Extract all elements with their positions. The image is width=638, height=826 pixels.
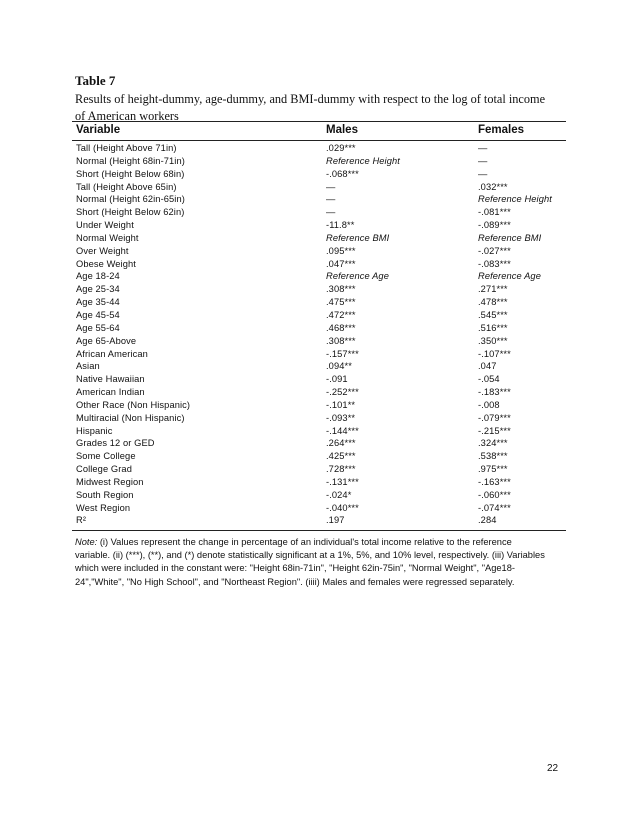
table-row — [72, 348, 566, 361]
cell-males: -11.8** — [326, 220, 355, 231]
cell-females: -.107*** — [478, 348, 511, 359]
cell-females: .047 — [478, 361, 497, 372]
cell-males: .475*** — [326, 297, 356, 308]
cell-males: .047*** — [326, 258, 356, 269]
cell-females: -.183*** — [478, 387, 511, 398]
table-row — [72, 168, 566, 181]
cell-males: -.093** — [326, 412, 356, 423]
cell-males: .029*** — [326, 143, 356, 153]
cell-females: -.089*** — [478, 220, 511, 231]
cell-variable: R² — [76, 515, 87, 526]
cell-males: .264*** — [326, 438, 356, 449]
table-body — [72, 142, 566, 527]
table-row — [72, 425, 566, 438]
table-row — [72, 437, 566, 450]
cell-females: — — [478, 168, 488, 179]
cell-females: .516*** — [478, 322, 508, 333]
cell-variable: American Indian — [76, 387, 145, 398]
cell-males: Reference BMI — [326, 232, 390, 243]
cell-variable: West Region — [76, 502, 131, 513]
cell-females: .975*** — [478, 464, 508, 475]
cell-variable: Age 65-Above — [76, 335, 137, 346]
table-row — [72, 360, 566, 373]
table-row — [72, 489, 566, 502]
header-females: Females — [478, 124, 525, 136]
cell-variable: Short (Height Below 68in) — [76, 168, 185, 179]
cell-males: -.101** — [326, 399, 356, 410]
table-row — [72, 155, 566, 168]
cell-females: -.027*** — [478, 245, 511, 256]
cell-variable: Some College — [76, 451, 136, 462]
cell-females: .284 — [478, 515, 497, 526]
cell-males: .095*** — [326, 245, 356, 256]
cell-females: .478*** — [478, 297, 508, 308]
cell-females: -.163*** — [478, 476, 511, 487]
cell-variable: Asian — [76, 361, 100, 372]
header-males: Males — [326, 124, 358, 136]
cell-males: — — [326, 194, 336, 205]
cell-variable: Age 55-64 — [76, 322, 120, 333]
table-title: Table 7 — [75, 73, 116, 88]
cell-females: .545*** — [478, 309, 508, 320]
cell-variable: Age 25-34 — [76, 284, 120, 295]
cell-variable: Over Weight — [76, 245, 129, 256]
table-row — [72, 258, 566, 271]
note-text: (i) Values represent the change in percentage of an individual's total income relative to the reference variable. (ii) (***), (**), and (*) denote statistically significant at a 1%, 5%, and 10% level, respectively. (iii) Variables which were included in the constant were: "Height 68in-71in", "Height 62in-75in", "Normal Weight", "Age18-24","White", "No High School", and "Northeast Region". (iiii) Males and females were regressed separately. — [75, 537, 545, 587]
cell-females: .032*** — [478, 181, 508, 192]
table-row — [72, 502, 566, 515]
cell-variable: Short (Height Below 62in) — [76, 207, 185, 218]
table-bottom-rule — [72, 530, 566, 531]
cell-variable: Normal (Height 62in-65in) — [76, 194, 185, 205]
table-row — [72, 476, 566, 489]
cell-males: — — [326, 181, 336, 192]
cell-males: -.024* — [326, 489, 352, 500]
cell-males: Reference Height — [326, 155, 400, 166]
cell-males: -.252*** — [326, 387, 359, 398]
table-row — [72, 309, 566, 322]
cell-variable: Normal Weight — [76, 232, 139, 243]
cell-males: -.131*** — [326, 476, 359, 487]
cell-females: Reference BMI — [478, 232, 542, 243]
cell-males: .197 — [326, 515, 345, 526]
cell-females: -.081*** — [478, 207, 511, 218]
cell-males: — — [326, 207, 336, 218]
table-caption: Results of height-dummy, age-dummy, and BMI-dummy with respect to the log of total income of American workers — [75, 92, 546, 123]
table-row — [72, 386, 566, 399]
table-top-rule — [72, 121, 566, 122]
table-row — [72, 219, 566, 232]
table-row — [72, 335, 566, 348]
cell-females: -.083*** — [478, 258, 511, 269]
note-label: Note: — [75, 537, 98, 547]
header-variable: Variable — [76, 124, 121, 136]
cell-males: .094** — [326, 361, 352, 372]
cell-males: .472*** — [326, 309, 356, 320]
table-row — [72, 232, 566, 245]
table-row — [72, 193, 566, 206]
cell-males: Reference Age — [326, 271, 389, 282]
cell-variable: Grades 12 or GED — [76, 438, 155, 449]
cell-variable: African American — [76, 348, 148, 359]
cell-males: .425*** — [326, 451, 356, 462]
cell-females: -.079*** — [478, 412, 511, 423]
cell-variable: Under Weight — [76, 220, 134, 231]
cell-males: .468*** — [326, 322, 356, 333]
cell-males: -.144*** — [326, 425, 359, 436]
page-number: 22 — [547, 763, 559, 774]
cell-females: .271*** — [478, 284, 508, 295]
cell-females: -.074*** — [478, 502, 511, 513]
table-row — [72, 463, 566, 476]
cell-females: .324*** — [478, 438, 508, 449]
cell-variable: Multiracial (Non Hispanic) — [76, 412, 185, 423]
cell-variable: Obese Weight — [76, 258, 136, 269]
cell-variable: South Region — [76, 489, 134, 500]
cell-variable: Other Race (Non Hispanic) — [76, 399, 191, 410]
cell-females: Reference Height — [478, 194, 552, 205]
cell-males: -.091 — [326, 374, 348, 385]
table-row — [72, 181, 566, 194]
cell-variable: Age 35-44 — [76, 297, 120, 308]
table-row — [72, 373, 566, 386]
table-header-rule — [72, 140, 566, 141]
cell-variable: College Grad — [76, 464, 132, 475]
cell-variable: Midwest Region — [76, 476, 144, 487]
cell-males: -.040*** — [326, 502, 359, 513]
cell-females: .350*** — [478, 335, 508, 346]
cell-males: -.157*** — [326, 348, 359, 359]
cell-variable: Tall (Height Above 65in) — [76, 181, 177, 192]
cell-variable: Hispanic — [76, 425, 113, 436]
cell-females: -.054 — [478, 374, 500, 385]
cell-males: .308*** — [326, 284, 356, 295]
cell-females: Reference Age — [478, 271, 541, 282]
cell-females: -.060*** — [478, 489, 511, 500]
table-row — [72, 412, 566, 425]
cell-variable: Tall (Height Above 71in) — [76, 143, 177, 153]
cell-females: -.215*** — [478, 425, 511, 436]
table-row — [72, 450, 566, 463]
cell-males: .308*** — [326, 335, 356, 346]
table-row — [72, 206, 566, 219]
table-row — [72, 283, 566, 296]
cell-males: .728*** — [326, 464, 356, 475]
cell-variable: Native Hawaiian — [76, 374, 145, 385]
cell-females: .538*** — [478, 451, 508, 462]
table-header — [72, 123, 566, 140]
cell-males: -.068*** — [326, 168, 359, 179]
cell-females: — — [478, 155, 488, 166]
cell-females: -.008 — [478, 399, 500, 410]
table-row — [72, 296, 566, 309]
cell-variable: Age 18-24 — [76, 271, 120, 282]
table-note — [75, 536, 545, 589]
table-row — [72, 399, 566, 412]
table-row — [72, 514, 566, 527]
table-row — [72, 245, 566, 258]
table-row — [72, 322, 566, 335]
cell-variable: Normal (Height 68in-71in) — [76, 155, 185, 166]
table-row — [72, 270, 566, 283]
table-row — [72, 142, 566, 155]
cell-females: — — [478, 143, 488, 153]
cell-variable: Age 45-54 — [76, 309, 120, 320]
